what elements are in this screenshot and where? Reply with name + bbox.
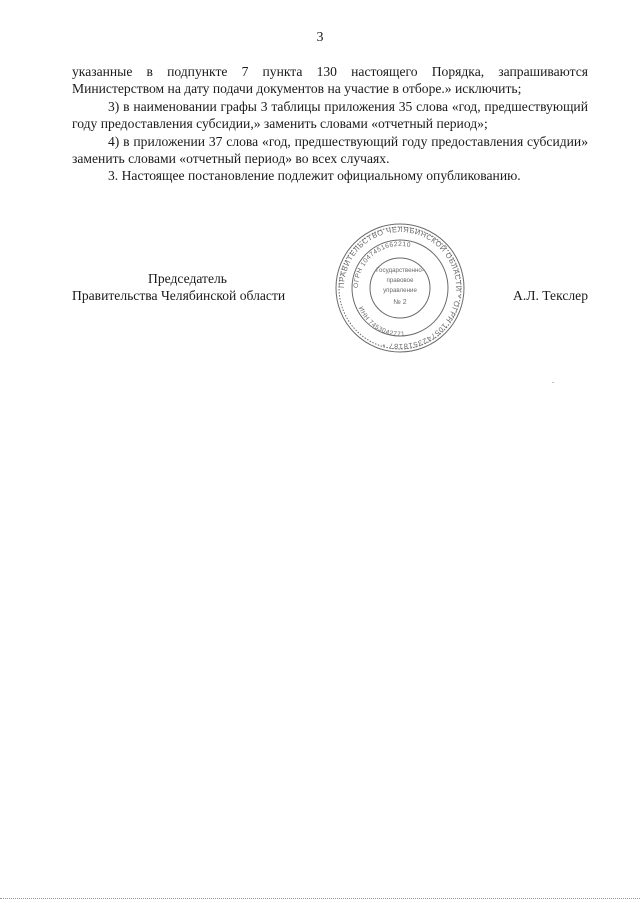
- seal-center-line: № 2: [393, 299, 407, 306]
- seal-inner-text: ОГРН 1047451662210: [352, 240, 412, 289]
- seal-center-line: управление: [383, 287, 417, 294]
- seal-bottom-text: ИНН 7453042771: [356, 305, 406, 339]
- seal-center-line: Государственно-: [376, 267, 424, 274]
- signer-title-line: Председатель: [148, 271, 227, 286]
- seal-center-line: правовое: [386, 277, 414, 284]
- body-paragraph: 3) в наименовании графы 3 таблицы приложения 35 слова «год, предшествующий году предоставления субсидии,» заменить словами «отчетный период»;: [72, 98, 588, 132]
- body-paragraph: 4) в приложении 37 слова «год, предшествующий году предоставления субсидии» заменить словами «отчетный период» во всех случаях.: [72, 133, 588, 167]
- body-paragraph: указанные в подпункте 7 пункта 130 настоящего Порядка, запрашиваются Министерством на дату подачи документов на участие в отборе.» исключить;: [72, 64, 588, 97]
- scan-speck: [552, 382, 554, 383]
- body-paragraph: 3. Настоящее постановление подлежит официальному опубликованию.: [108, 168, 521, 184]
- seal-outer-text: ПРАВИТЕЛЬСТВО ЧЕЛЯБИНСКОЙ ОБЛАСТИ * ОГРН 1057423518187 *: [336, 224, 464, 352]
- signer-name: А.Л. Текслер: [513, 288, 588, 303]
- signer-title-line: Правительства Челябинской области: [72, 288, 286, 304]
- signer-title: [72, 270, 312, 305]
- document-body: [72, 63, 588, 185]
- page-number: 3: [316, 30, 324, 45]
- page-bottom-rule: [0, 898, 640, 900]
- official-seal-stamp: [330, 222, 470, 354]
